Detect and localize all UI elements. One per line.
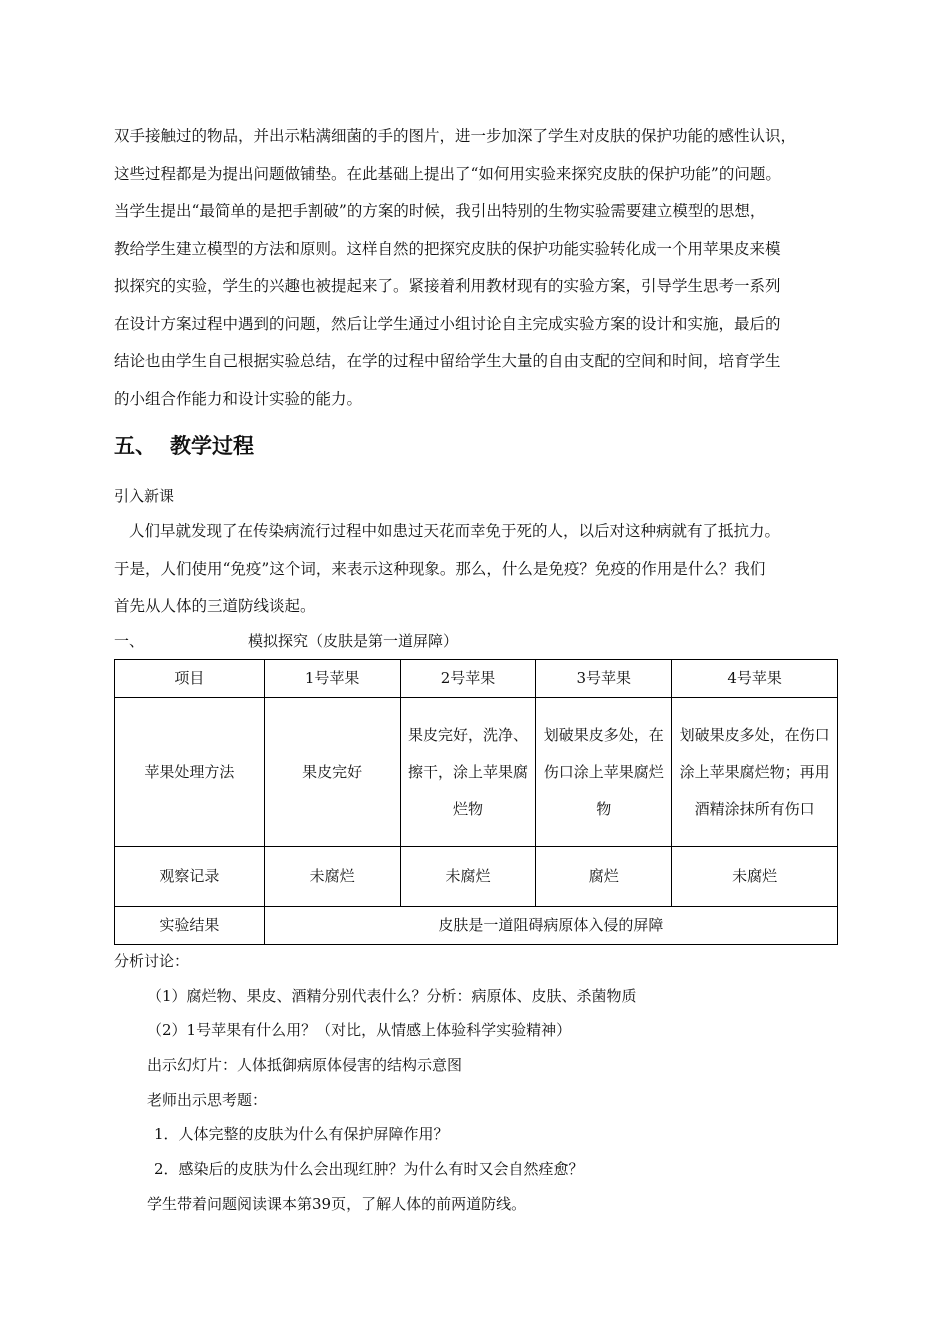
intro-paragraph xyxy=(114,513,780,626)
body-paragraph xyxy=(114,118,864,418)
experiment-table xyxy=(114,659,838,945)
table-row-label: 观察记录 xyxy=(115,847,265,907)
table-header-cell: 项目 xyxy=(115,660,265,698)
table-row-result xyxy=(115,907,838,945)
subsection-title: 模拟探究（皮肤是第一道屏障） xyxy=(248,632,459,650)
table-result-cell: 皮肤是一道阻碍病原体入侵的屏障 xyxy=(264,907,837,945)
intro-line: 于是，人们使用“免疫”这个词，来表示这种现象。那么，什么是免疫？免疫的作用是什么？我们 xyxy=(114,559,766,578)
discussion-item: 出示幻灯片：人体抵御病原体侵害的结构示意图 xyxy=(147,1056,463,1075)
table-cell: 未腐烂 xyxy=(400,847,536,907)
section-heading xyxy=(114,430,254,460)
table-header-cell: 2号苹果 xyxy=(400,660,536,698)
subsection-number: 一、 xyxy=(114,632,145,650)
paragraph-line: 教给学生建立模型的方法和原则。这样自然的把探究皮肤的保护功能实验转化成一个用苹果皮来模 xyxy=(114,239,781,258)
table-row-label: 苹果处理方法 xyxy=(115,698,265,847)
paragraph-line: 这些过程都是为提出问题做铺垫。在此基础上提出了“如何用实验来探究皮肤的保护功能”的问题。 xyxy=(114,164,781,183)
paragraph-line: 在设计方案过程中遇到的问题，然后让学生通过小组讨论自主完成实验方案的设计和实施，最后的 xyxy=(114,314,781,333)
intro-line: 首先从人体的三道防线谈起。 xyxy=(114,597,316,615)
table-cell: 果皮完好，洗净、擦干，涂上苹果腐烂物 xyxy=(400,698,536,847)
table-row-observation xyxy=(115,847,838,907)
table-header-cell: 3号苹果 xyxy=(536,660,672,698)
table-cell: 划破果皮多处，在伤口涂上苹果腐烂物 xyxy=(536,698,672,847)
discussion-item: （2）1号苹果有什么用？（对比，从情感上体验科学实验精神） xyxy=(147,1021,572,1040)
discussion-item: 学生带着问题阅读课本第39页，了解人体的前两道防线。 xyxy=(147,1194,527,1213)
table-header-cell: 4号苹果 xyxy=(672,660,838,698)
discussion-item: 1．人体完整的皮肤为什么有保护屏障作用？ xyxy=(154,1125,449,1144)
discussion-section xyxy=(114,944,637,1222)
table-row-label: 实验结果 xyxy=(115,907,265,945)
paragraph-line: 双手接触过的物品，并出示粘满细菌的手的图片，进一步加深了学生对皮肤的保护功能的感性认识， xyxy=(114,127,797,145)
table-row-method xyxy=(115,698,838,847)
discussion-item: （1）腐烂物、果皮、酒精分别代表什么？分析：病原体、皮肤、杀菌物质 xyxy=(147,986,637,1005)
paragraph-line: 的小组合作能力和设计实验的能力。 xyxy=(114,389,363,408)
table-cell: 未腐烂 xyxy=(672,847,838,907)
table-header-cell: 1号苹果 xyxy=(264,660,400,698)
discussion-label: 分析讨论： xyxy=(114,952,190,970)
section-number: 五、 xyxy=(114,434,156,458)
table-header-row xyxy=(115,660,838,698)
section-title: 教学过程 xyxy=(170,434,254,458)
intro-label: 引入新课 xyxy=(114,487,175,505)
discussion-item: 老师出示思考题： xyxy=(147,1090,268,1109)
discussion-item: 2．感染后的皮肤为什么会出现红肿？为什么有时又会自然痊愈？ xyxy=(154,1160,584,1179)
table-cell: 果皮完好 xyxy=(264,698,400,847)
paragraph-line: 拟探究的实验，学生的兴趣也被提起来了。紧接着利用教材现有的实验方案，引导学生思考一系列 xyxy=(114,277,781,295)
table-cell: 未腐烂 xyxy=(264,847,400,907)
paragraph-line: 当学生提出“最简单的是把手割破”的方案的时候，我引出特别的生物实验需要建立模型的思想， xyxy=(114,202,766,220)
paragraph-line: 结论也由学生自己根据实验总结，在学的过程中留给学生大量的自由支配的空间和时间，培育学生 xyxy=(114,352,781,370)
table-cell: 腐烂 xyxy=(536,847,672,907)
table-cell: 划破果皮多处，在伤口涂上苹果腐烂物；再用酒精涂抹所有伤口 xyxy=(672,698,838,847)
intro-line: 人们早就发现了在传染病流行过程中如患过天花而幸免于死的人，以后对这种病就有了抵抗力。 xyxy=(129,522,781,540)
